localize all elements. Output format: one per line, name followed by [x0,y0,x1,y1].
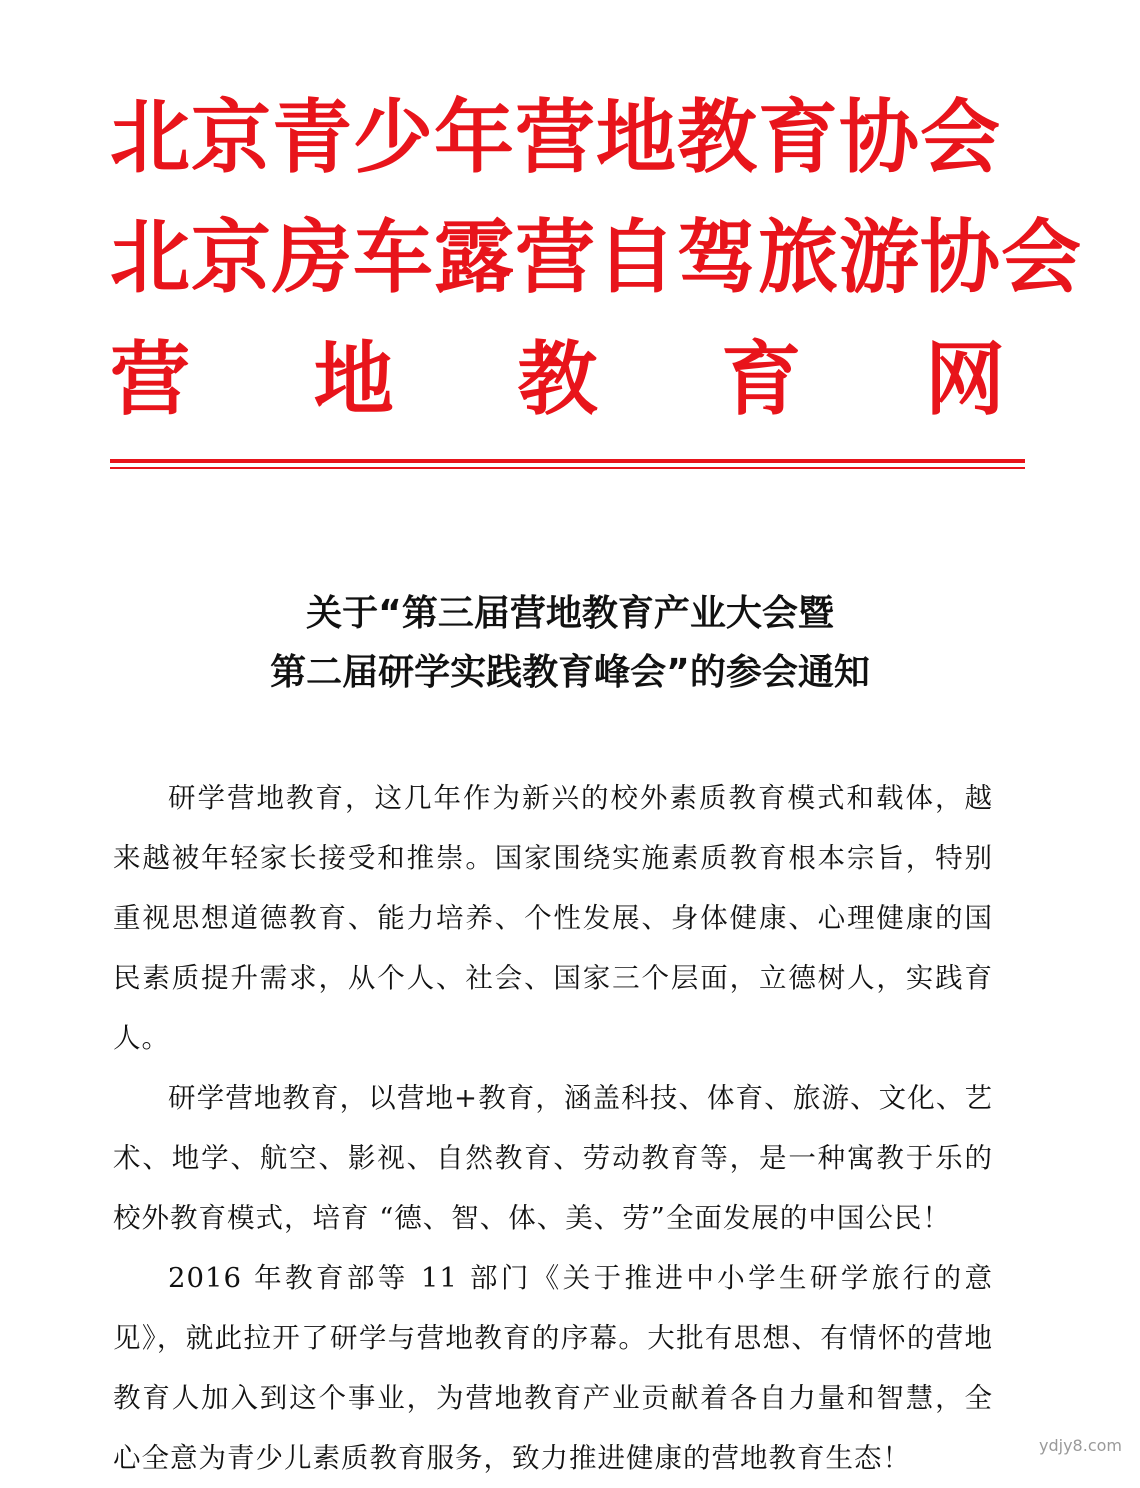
header-org-1: 北京青少年营地教育协会 [110,91,1001,184]
header-org-2: 北京房车露营自驾旅游协会 [110,211,1082,304]
header-site-char: 营 [110,333,190,426]
header-site-char: 地 [313,333,394,426]
body-paragraph: 研学营地教育，以营地+教育，涵盖科技、体育、旅游、文化、艺术、地学、航空、影视、自然教育、劳动教育等，是一种寓教于乐的校外教育模式，培育 “德、智、体、美、劳”全面发展的中国公民！ [113,1082,993,1234]
notice-title-line-2: 第二届研学实践教育峰会”的参会通知 [270,652,870,693]
header-site-char: 网 [925,333,1005,426]
body-paragraph: 2016 年教育部等 11 部门《关于推进中小学生研学旅行的意见》，就此拉开了研学与营地教育的序幕。大批有思想、有情怀的营地教育人加入到这个事业，为营地教育产业贡献着各自力量和智慧，全心全意为青少儿素质教育服务，致力推进健康的营地教育生态！ [113,1262,993,1474]
header-site-char: 教 [517,333,598,426]
header-site-char: 育 [721,333,802,426]
site-watermark: ydjy8.com [1039,1436,1122,1455]
body-paragraph: 研学营地教育，这几年作为新兴的校外素质教育模式和载体，越来越被年轻家长接受和推崇。国家围绕实施素质教育根本宗旨，特别重视思想道德教育、能力培养、个性发展、身体健康、心理健康的国民素质提升需求，从个人、社会、国家三个层面，立德树人，实践育人。 [113,782,993,1054]
header-divider-thin [110,467,1025,469]
notice-body [113,768,993,1488]
notice-title-line-1: 关于“第三届营地教育产业大会暨 [306,593,834,634]
header-site-name [110,333,1005,426]
header-divider-thick [110,459,1025,463]
